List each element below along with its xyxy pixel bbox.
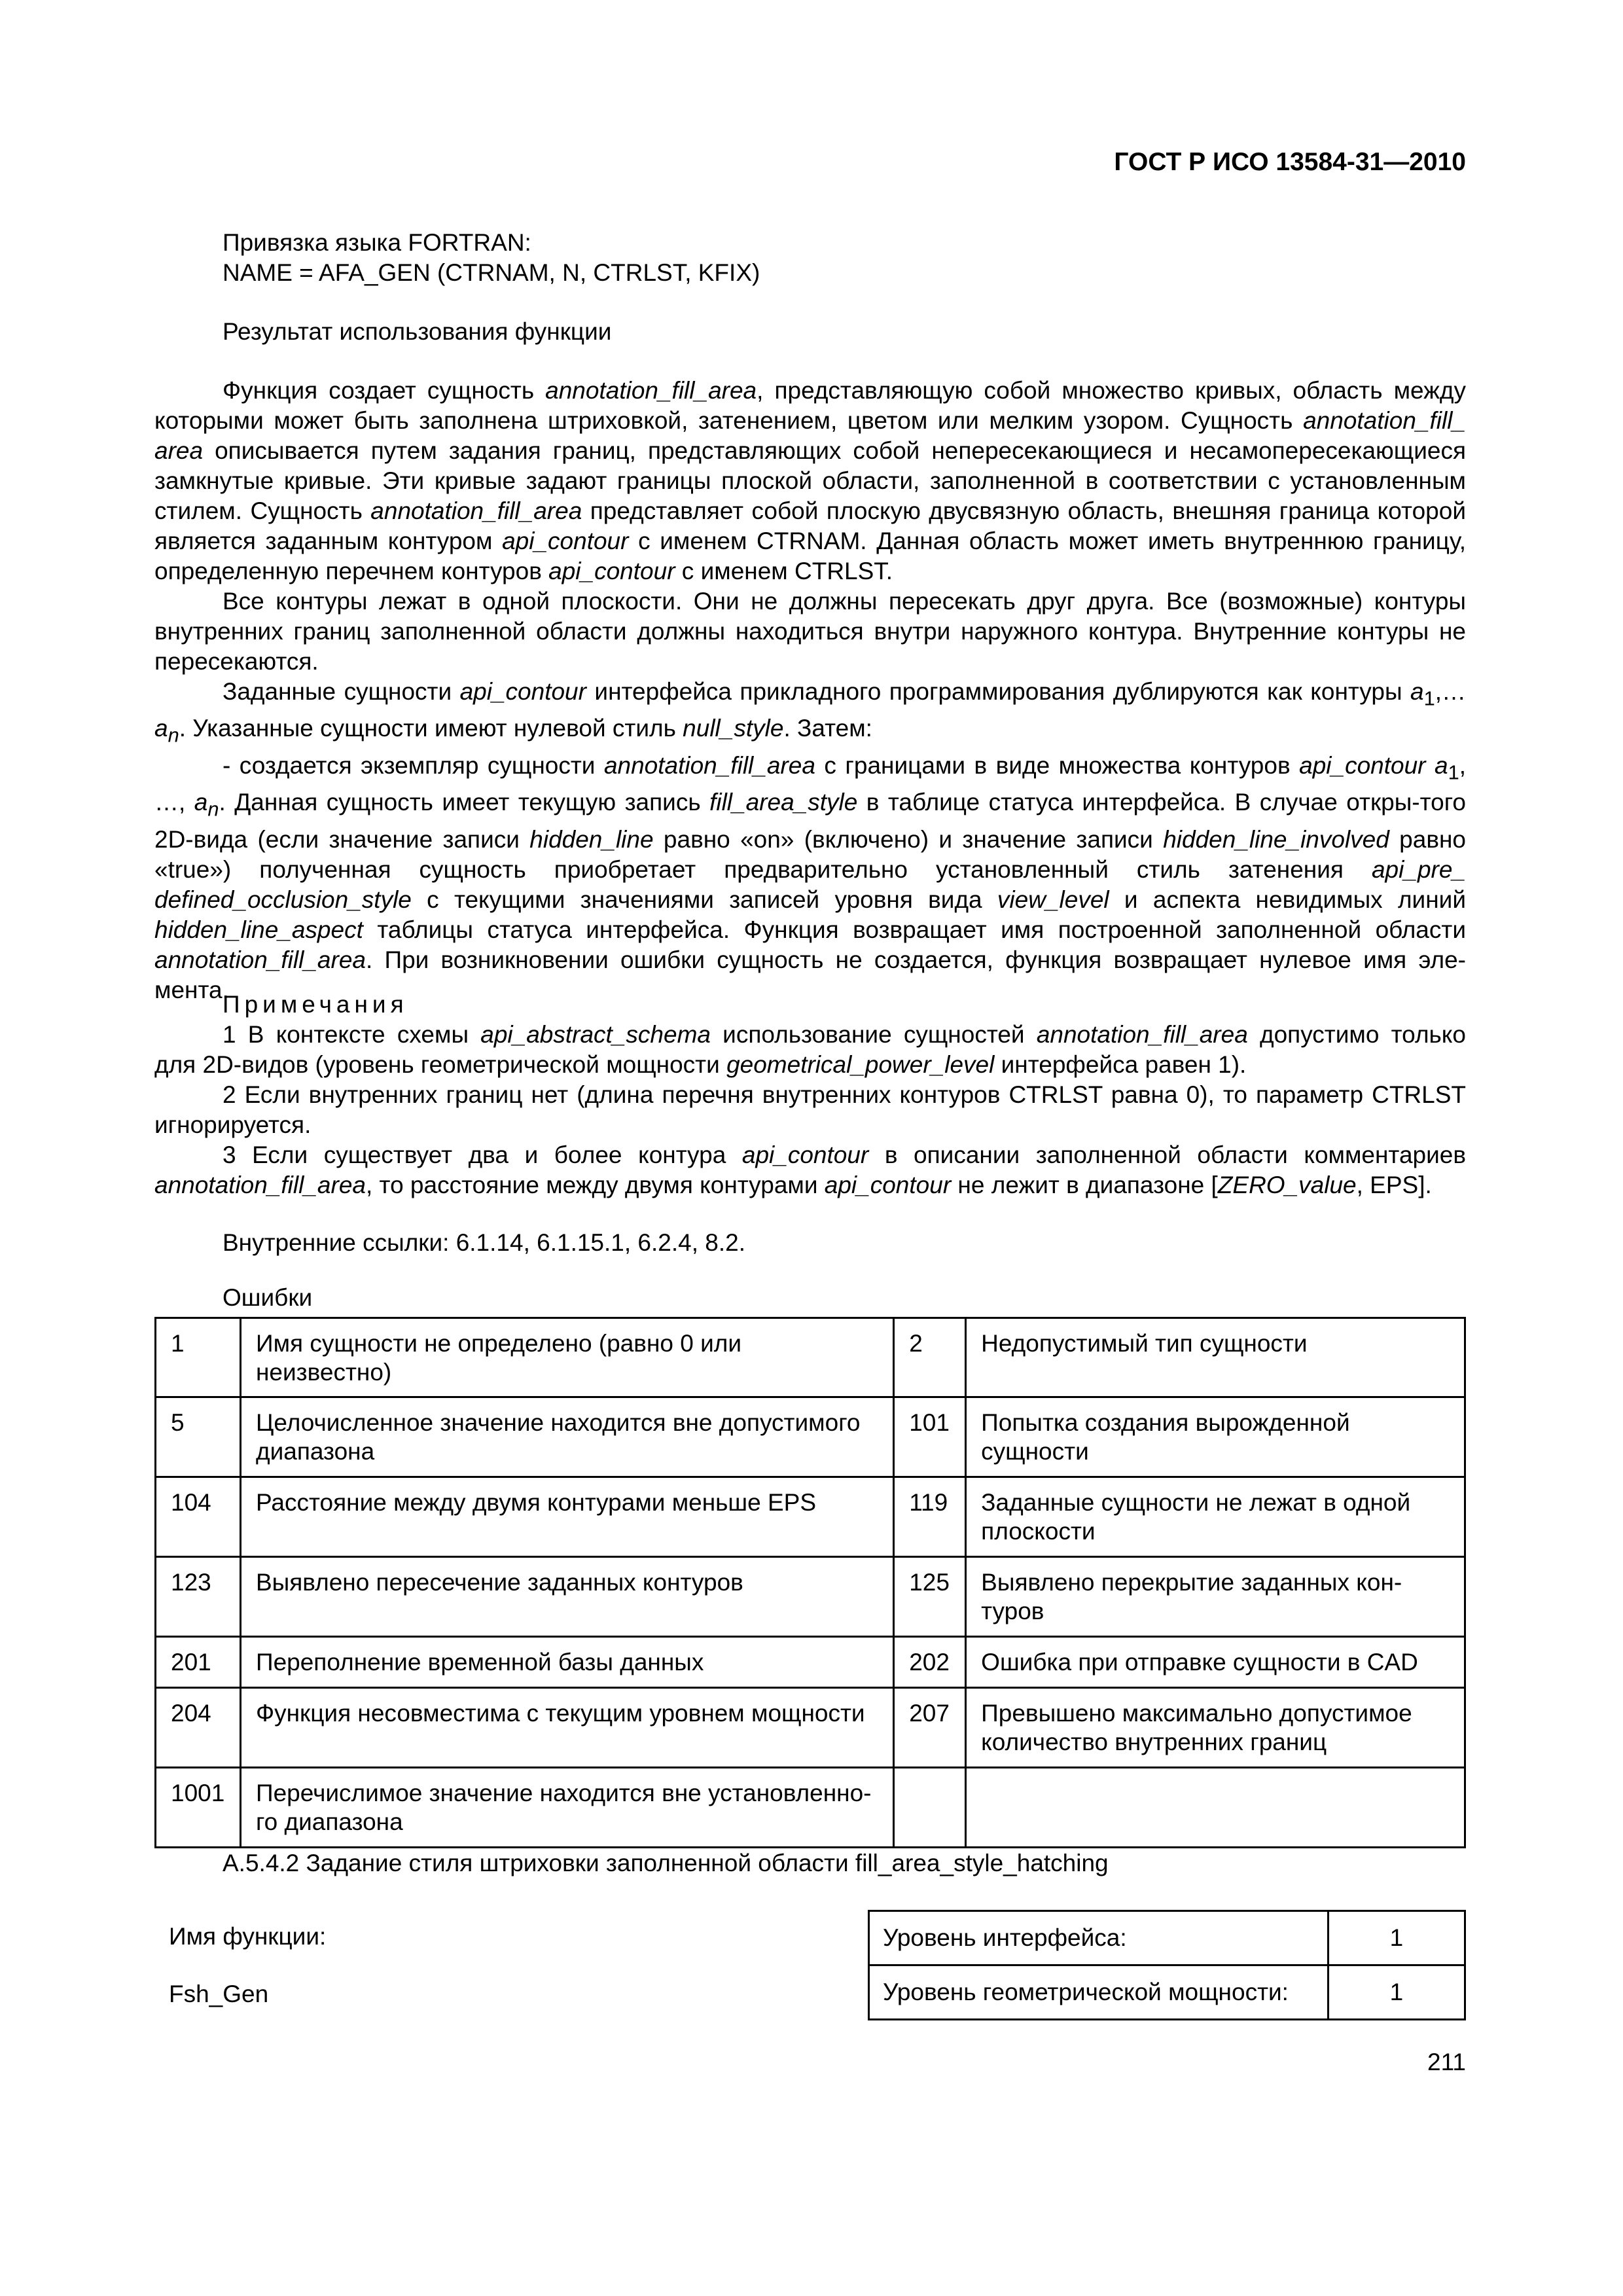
error-description: Выявлено перекрытие заданных кон-туров (966, 1557, 1465, 1637)
error-code: 207 (894, 1688, 966, 1768)
section-heading: A.5.4.2 Задание стиля штриховки заполненной области fill_area_style_hatching (223, 1850, 1109, 1876)
table-row (156, 1768, 1465, 1848)
table-row (156, 1318, 1465, 1397)
level-label: Уровень геометрической мощности: (869, 1965, 1329, 2020)
document-header: ГОСТ Р ИСО 13584-31—2010 (1114, 148, 1466, 176)
notes (154, 1020, 1466, 1200)
table-row (869, 1911, 1465, 1965)
error-code: 204 (156, 1688, 241, 1768)
body-text (154, 376, 1466, 1005)
error-description: Целочисленное значение находится вне допустимого диапазона (240, 1397, 893, 1477)
error-code (894, 1768, 966, 1848)
error-description: Ошибка при отправке сущности в CAD (966, 1637, 1465, 1688)
table-row (156, 1637, 1465, 1688)
internal-references: Внутренние ссылки: 6.1.14, 6.1.15.1, 6.2.4, 8.2. (223, 1229, 745, 1256)
level-value: 1 (1328, 1965, 1465, 2020)
error-description: Имя сущности не определено (равно 0 или неизвестно) (240, 1318, 893, 1397)
fortran-binding (223, 228, 1466, 288)
paragraph-3: Заданные сущности api_contour интерфейса прикладного программирования дублируются как контуры $a_1,\dots$ $a_n$. Указанные сущности имеют нулевой стиль null_style. Затем: (154, 678, 1466, 747)
error-description: Попытка создания вырожденной сущности (966, 1397, 1465, 1477)
error-description: Заданные сущности не лежат в одной плоскости (966, 1477, 1465, 1557)
error-code: 1001 (156, 1768, 241, 1848)
error-description: Перечислимое значение находится вне установленно-го диапазона (240, 1768, 893, 1848)
error-description (966, 1768, 1465, 1848)
fortran-label: Привязка языка FORTRAN: (223, 229, 531, 256)
paragraph-1: Функция создает сущность annotation_fill_area, представляющую собой множество кривых, область между которыми может быть заполнена штриховкой, затенением, цветом или мелким узором. Сущность annotation_fill_ area описывается путем задания границ, представляющих собой непересекающиеся и несамопересекающиеся замкнутые кривые. Эти кривые задают границы плоской области, заполненной в соответствии с установленным стилем. Сущность annotation_fill_area представляет собой плоскую двусвязную область, внешняя граница которой является заданным контуром api_contour с именем CTRNAM. Данная область может иметь внутреннюю границу, определенную перечнем контуров api_contour с именем CTRLST. (154, 377, 1467, 584)
fortran-code: NAME = AFA_GEN (CTRNAM, N, CTRLST, KFIX) (223, 259, 760, 286)
error-description: Недопустимый тип сущности (966, 1318, 1465, 1397)
error-code: 201 (156, 1637, 241, 1688)
error-code: 119 (894, 1477, 966, 1557)
error-code: 104 (156, 1477, 241, 1557)
errors-table (154, 1317, 1466, 1848)
error-code: 1 (156, 1318, 241, 1397)
error-code: 123 (156, 1557, 241, 1637)
table-row (156, 1557, 1465, 1637)
table-row (156, 1397, 1465, 1477)
error-code: 5 (156, 1397, 241, 1477)
error-description: Расстояние между двумя контурами меньше EPS (240, 1477, 893, 1557)
errors-heading: Ошибки (223, 1284, 313, 1311)
paragraph-2: Все контуры лежат в одной плоскости. Они не должны пересекать друг друга. Все (возможные) контуры внутренних границ заполненной области должны находиться внутри наружного контура. Внутренние контуры не пересекаются. (154, 588, 1466, 675)
table-row (156, 1477, 1465, 1557)
note-2: 2 Если внутренних границ нет (длина перечня внутренних контуров CTRLST равна 0), то параметр CTRLST игнорируется. (154, 1081, 1466, 1138)
table-row (156, 1688, 1465, 1768)
level-label: Уровень интерфейса: (869, 1911, 1329, 1965)
table-row (869, 1965, 1465, 2020)
paragraph-4: - создается экземпляр сущности annotation_fill_area с границами в виде множества контуров api_contour $a_1$, …, $a_n$. Данная сущность имеет текущую запись fill_area_style в таблице статуса интерфейса. В случае откры-того 2D-вида (если значение записи hidden_line равно «on» (включено) и значение записи hidden_line_involved равно «true») полученная сущность приобретает предварительно установленный стиль затенения api_pre_ defined_occlusion_style с текущими значениями записей уровня вида view_level и аспекта невидимых линий hidden_line_aspect таблицы статуса интерфейса. Функция возвращает имя построенной заполненной области annotation_fill_area. При возникновении ошибки сущность не создается, функция возвращает нулевое имя эле-мента. (154, 751, 1466, 1003)
error-description: Функция несовместима с текущим уровнем мощности (240, 1688, 893, 1768)
error-description: Превышено максимально допустимое количество внутренних границ (966, 1688, 1465, 1768)
note-3: 3 Если существует два и более контура api_contour в описании заполненной области комментариев annotation_fill_area, то расстояние между двумя контурами api_contour не лежит в диапазоне [ZERO_value, EPS]. (154, 1141, 1466, 1198)
page-number: 211 (1427, 2049, 1466, 2075)
result-heading: Результат использования функции (223, 318, 612, 345)
notes-title: Примечания (223, 991, 408, 1018)
note-1: 1 В контексте схемы api_abstract_schema использование сущностей annotation_fill_area допустимо только для 2D-видов (уровень геометрической мощности geometrical_power_level интерфейса равен 1). (154, 1021, 1466, 1078)
levels-table (868, 1910, 1466, 2020)
error-code: 2 (894, 1318, 966, 1397)
function-name: Fsh_Gen (169, 1981, 269, 2007)
error-description: Переполнение временной базы данных (240, 1637, 893, 1688)
level-value: 1 (1328, 1911, 1465, 1965)
error-code: 202 (894, 1637, 966, 1688)
error-code: 125 (894, 1557, 966, 1637)
error-description: Выявлено пересечение заданных контуров (240, 1557, 893, 1637)
function-name-label: Имя функции: (169, 1923, 327, 1950)
error-code: 101 (894, 1397, 966, 1477)
